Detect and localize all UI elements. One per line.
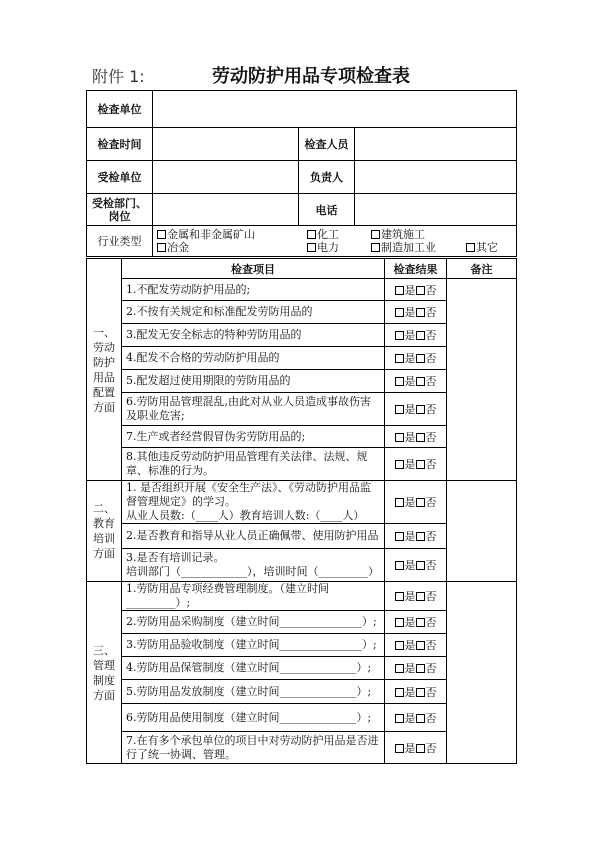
checkbox-icon <box>395 641 404 650</box>
result-yes-no[interactable]: 是 否 <box>385 481 447 524</box>
note-cell[interactable] <box>447 481 517 582</box>
check-item: 2.劳防用品采购制度（建立时间_______________）; <box>122 611 385 634</box>
checkbox-icon <box>395 286 404 295</box>
industry-options <box>153 226 517 257</box>
section-1-label: 一、劳动防护用品配置方面 <box>87 259 122 481</box>
checkbox-icon <box>395 618 404 627</box>
industry-option-other[interactable]: 其它 <box>466 241 498 254</box>
check-item: 4.劳防用品保管制度（建立时间______________）; <box>122 657 385 680</box>
note-cell[interactable] <box>447 582 517 764</box>
checkbox-icon <box>395 354 404 363</box>
checkbox-icon <box>416 641 425 650</box>
checkbox-icon <box>466 243 475 252</box>
industry-option-metallurgy[interactable]: 冶金 <box>157 241 307 254</box>
industry-option-construction[interactable]: 建筑施工 <box>371 228 425 241</box>
label-industry-type: 行业类型 <box>87 226 153 257</box>
checklist-table <box>86 258 517 764</box>
checkbox-icon <box>416 308 425 317</box>
checkbox-icon <box>416 460 425 469</box>
label-inspection-time: 检查时间 <box>87 128 153 161</box>
checkbox-icon <box>416 286 425 295</box>
checkbox-icon <box>416 498 425 507</box>
checkbox-icon <box>416 688 425 697</box>
checkbox-icon <box>395 377 404 386</box>
result-yes-no[interactable]: 是 否 <box>385 582 447 611</box>
section-3-label: 三、管理制度方面 <box>87 582 122 764</box>
checkbox-icon <box>416 618 425 627</box>
checkbox-icon <box>157 230 166 239</box>
checkbox-icon <box>416 354 425 363</box>
field-inspector[interactable] <box>355 128 517 161</box>
result-yes-no[interactable]: 是 否 <box>385 732 447 764</box>
checkbox-icon <box>371 230 380 239</box>
checkbox-icon <box>371 243 380 252</box>
checkbox-icon <box>395 688 404 697</box>
checkbox-icon <box>157 243 166 252</box>
checkbox-icon <box>395 331 404 340</box>
result-yes-no[interactable]: 是 否 <box>385 549 447 582</box>
result-yes-no[interactable]: 是 否 <box>385 301 447 324</box>
result-yes-no[interactable]: 是 否 <box>385 393 447 426</box>
check-item: 1. 是否组织开展《安全生产法》、《劳动防护用品监督管理规定》的学习。 从业人员数:（____人）教育培训人数:（____人） <box>122 481 385 524</box>
checkbox-icon <box>307 230 316 239</box>
checkbox-icon <box>416 744 425 753</box>
label-phone: 电话 <box>299 194 355 226</box>
result-yes-no[interactable]: 是 否 <box>385 448 447 481</box>
field-inspecting-unit[interactable] <box>153 91 517 128</box>
check-item: 1.劳防用品专项经费管理制度。（建立时间_________）; <box>122 582 385 611</box>
document-title: 劳动防护用品专项检查表 <box>212 66 410 87</box>
check-item: 6.劳防用品管理混乱,由此对从业人员造成事故伤害及职业危害; <box>122 393 385 426</box>
checkbox-icon <box>416 377 425 386</box>
checkbox-icon <box>395 561 404 570</box>
column-header-note: 备注 <box>447 259 517 279</box>
checkbox-icon <box>416 664 425 673</box>
column-header-result: 检查结果 <box>385 259 447 279</box>
result-yes-no[interactable]: 是 否 <box>385 657 447 680</box>
result-yes-no[interactable]: 是 否 <box>385 680 447 704</box>
label-inspected-dept: 受检部门、岗位 <box>87 194 153 226</box>
checkbox-icon <box>416 405 425 414</box>
label-inspected-unit: 受检单位 <box>87 161 153 194</box>
checkbox-icon <box>416 331 425 340</box>
result-yes-no[interactable]: 是 否 <box>385 634 447 657</box>
checkbox-icon <box>416 561 425 570</box>
checkbox-icon <box>416 592 425 601</box>
field-inspection-time[interactable] <box>153 128 299 161</box>
check-item: 5.劳防用品发放制度（建立时间______________）; <box>122 680 385 704</box>
info-table <box>86 90 517 257</box>
attachment-label: 附件 1: <box>92 67 145 86</box>
result-yes-no[interactable]: 是 否 <box>385 324 447 347</box>
result-yes-no[interactable]: 是 否 <box>385 704 447 732</box>
field-person-in-charge[interactable] <box>355 161 517 194</box>
checkbox-icon <box>395 664 404 673</box>
checkbox-icon <box>416 433 425 442</box>
checkbox-icon <box>395 460 404 469</box>
check-item: 5.配发超过使用期限的劳防用品的 <box>122 370 385 393</box>
industry-option-mining[interactable]: 金属和非金属矿山 <box>157 228 307 241</box>
checkbox-icon <box>395 714 404 723</box>
check-item: 3.劳防用品验收制度（建立时间_______________）; <box>122 634 385 657</box>
result-yes-no[interactable]: 是 否 <box>385 347 447 370</box>
industry-option-power[interactable]: 电力 <box>307 241 371 254</box>
checkbox-icon <box>395 744 404 753</box>
checkbox-icon <box>416 714 425 723</box>
result-yes-no[interactable]: 是 否 <box>385 279 447 301</box>
check-item: 2.是否教育和指导从业人员正确佩带、使用防护用品 <box>122 524 385 549</box>
checkbox-icon <box>307 243 316 252</box>
checkbox-icon <box>395 433 404 442</box>
result-yes-no[interactable]: 是 否 <box>385 524 447 549</box>
checkbox-icon <box>395 592 404 601</box>
field-phone[interactable] <box>355 194 517 226</box>
field-inspected-unit[interactable] <box>153 161 299 194</box>
note-cell[interactable] <box>447 279 517 481</box>
check-item: 3.是否有培训记录。 培训部门（____________），培训时间（_________） <box>122 549 385 582</box>
industry-option-chemical[interactable]: 化工 <box>307 228 371 241</box>
check-item: 6.劳防用品使用制度（建立时间______________）; <box>122 704 385 732</box>
label-inspector: 检查人员 <box>299 128 355 161</box>
check-item: 7.生产或者经营假冒伪劣劳防用品的; <box>122 426 385 448</box>
checkbox-icon <box>395 308 404 317</box>
label-inspecting-unit: 检查单位 <box>87 91 153 128</box>
label-person-in-charge: 负责人 <box>299 161 355 194</box>
check-item: 2.不按有关规定和标准配发劳防用品的 <box>122 301 385 324</box>
document-header <box>92 62 512 92</box>
result-yes-no[interactable]: 是 否 <box>385 611 447 634</box>
checkbox-icon <box>395 405 404 414</box>
checkbox-icon <box>416 532 425 541</box>
checkbox-icon <box>395 532 404 541</box>
check-item: 1.不配发劳动防护用品的; <box>122 279 385 301</box>
result-yes-no[interactable]: 是 否 <box>385 370 447 393</box>
section-2-label: 二、教育培训方面 <box>87 481 122 582</box>
result-yes-no[interactable]: 是 否 <box>385 426 447 448</box>
check-item: 7.在有多个承包单位的项目中对劳动防护用品是否进行了统一协调、管理。 <box>122 732 385 764</box>
column-header-item: 检查项目 <box>122 259 385 279</box>
field-inspected-dept[interactable] <box>153 194 299 226</box>
checkbox-icon <box>395 498 404 507</box>
check-item: 4.配发不合格的劳动防护用品的 <box>122 347 385 370</box>
check-item: 3.配发无安全标志的特种劳防用品的 <box>122 324 385 347</box>
check-item: 8.其他违反劳动防护用品管理有关法律、法规、规章、标准的行为。 <box>122 448 385 481</box>
industry-option-manufacturing[interactable]: 制造加工业 <box>371 241 466 254</box>
